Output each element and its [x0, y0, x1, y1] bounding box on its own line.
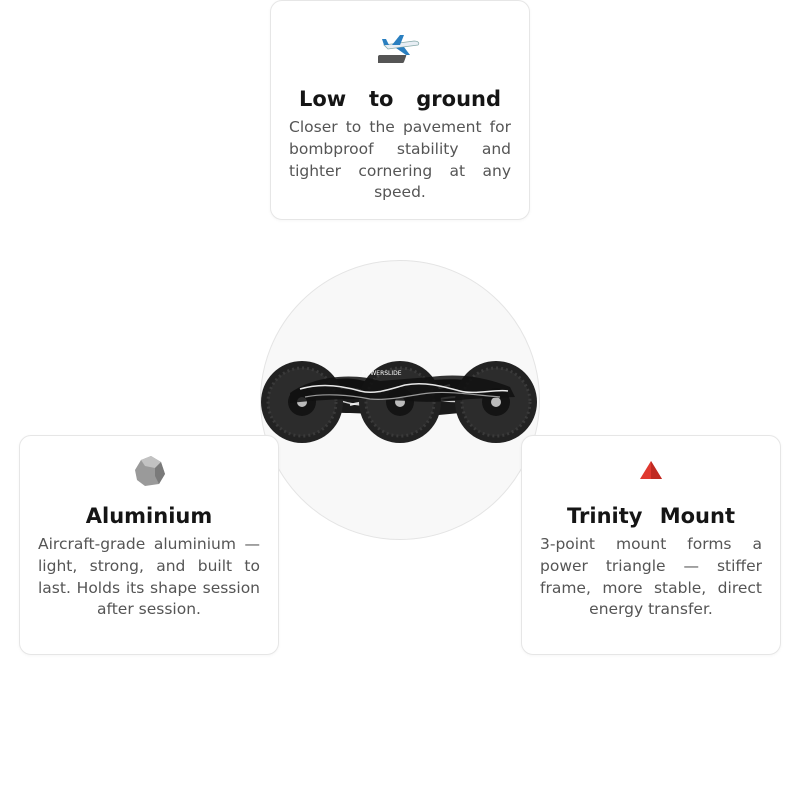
wheel-right — [455, 361, 537, 443]
feature-title: Low to ground — [299, 87, 501, 111]
feature-description: Aircraft-grade aluminium — light, strong, and built to last. Holds its shape session after session. — [38, 535, 260, 619]
feature-card-trinity-mount — [521, 435, 781, 655]
airplane-icon — [289, 29, 511, 69]
feature-description: Closer to the pavement for bombproof stability and tighter cornering at any speed. — [289, 118, 511, 202]
rock-icon — [38, 450, 260, 490]
wheel-left — [261, 361, 343, 443]
feature-card-aluminium — [19, 435, 279, 655]
feature-description: 3-point mount forms a power triangle — stiffer frame, more stable, direct energy transfer. — [540, 535, 762, 619]
feature-card-low-to-ground — [270, 0, 530, 220]
feature-title: Aluminium — [85, 504, 213, 528]
frame-brand-label: POWERSLIDE — [362, 370, 402, 377]
red-triangle-icon — [540, 450, 762, 490]
skate-frame-image — [260, 355, 540, 445]
feature-title: Trinity Mount — [567, 504, 735, 528]
